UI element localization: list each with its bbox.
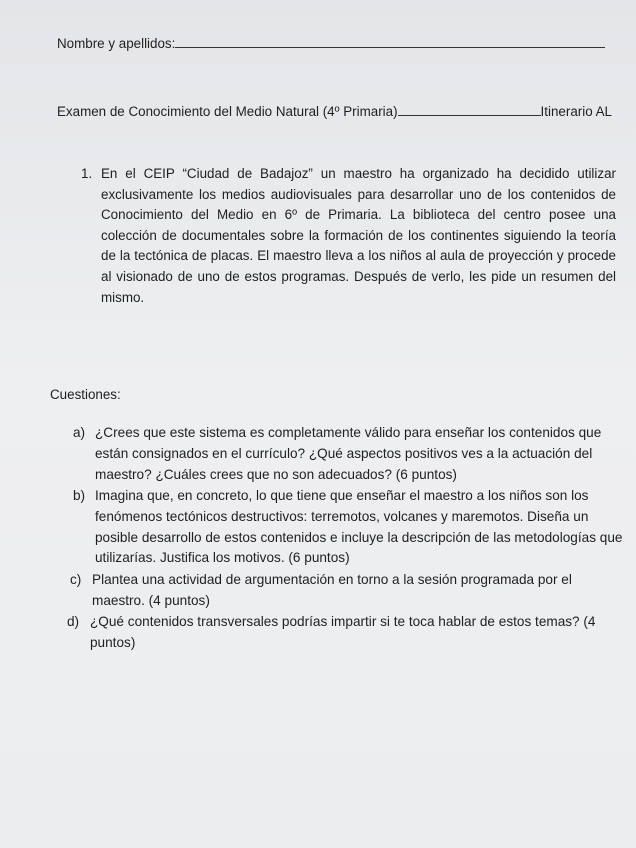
itinerary-label: Itinerario AL (540, 104, 613, 119)
question-letter-a: a) (73, 425, 86, 440)
question-letter-d: d) (67, 614, 80, 629)
question-letter-b: b) (73, 488, 86, 503)
question-a-text: ¿Crees que este sistema es completamente válido para enseñar los contenidos que están consignados en el currículo? ¿Qué aspectos positivos ves a la actuación del maestro? ¿Cuáles crees que no son adecuados? (6 puntos) (95, 425, 602, 482)
name-label: Nombre y apellidos: (57, 36, 176, 51)
question-c-text: Plantea una actividad de argumentación en torno a la sesión programada por el maestro. (4 puntos) (92, 572, 572, 608)
exam-blank (398, 103, 541, 116)
questions-heading: Cuestiones: (50, 387, 121, 402)
name-blank (175, 35, 605, 48)
case-paragraph: En el CEIP “Ciudad de Badajoz” un maestro ha organizado ha decidido utilizar exclusivamente los medios audiovisuales para desarrollar uno de los contenidos de Conocimiento del Medio en 6º de Primaria. La biblioteca del centro posee una colección de documentales sobre la formación de los continentes siguiendo la teoría de la tectónica de placas. El maestro lleva a los niños al aula de proyección y procede al visionado de uno de estos programas. Después de verlo, les pide un resumen del mismo. (101, 166, 616, 305)
exam-title-line (57, 103, 612, 119)
name-line (57, 35, 605, 51)
case-number: 1. (81, 166, 93, 181)
question-letter-c: c) (70, 572, 82, 587)
question-b-text: Imagina que, en concreto, lo que tiene que enseñar el maestro a los niños son los fenómenos tectónicos destructivos: terremotos, volcanes y maremotos. Diseña un posible desarrollo de estos contenidos e incluye la descripción de las metodologías que utilizarías. Justifica los motivos. (6 puntos) (95, 488, 623, 566)
exam-title: Examen de Conocimiento del Medio Natural (4º Primaria) (57, 104, 398, 119)
question-d-text: ¿Qué contenidos transversales podrías impartir si te toca hablar de estos temas? (4 puntos) (90, 614, 596, 650)
